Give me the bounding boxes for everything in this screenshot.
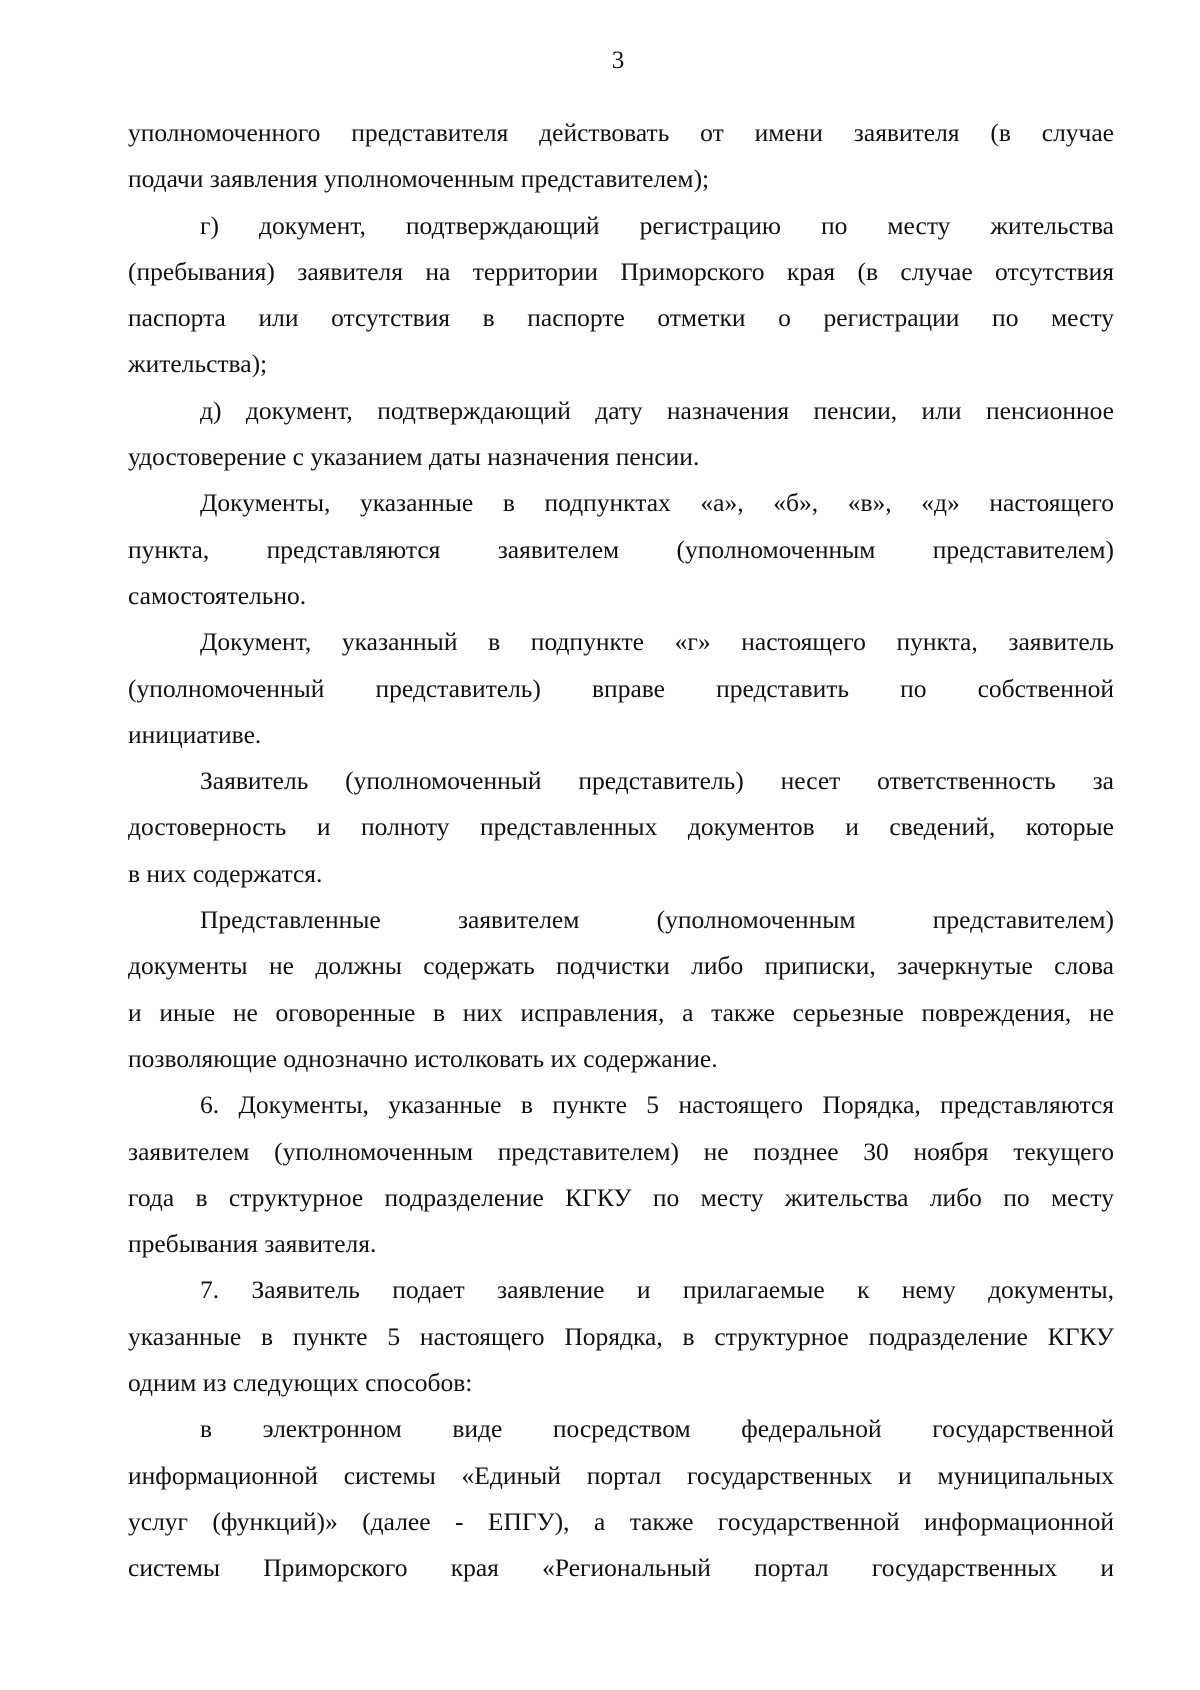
text-line: 7. Заявитель подает заявление и прилагаемые к нему документы, <box>200 1275 1114 1305</box>
text-line: жительства); <box>128 349 268 379</box>
document-body <box>128 110 1114 1592</box>
text-line: в них содержатся. <box>128 858 323 888</box>
text-line: системы Приморского края «Региональный портал государственных и <box>128 1553 1114 1583</box>
text-line: Заявитель (уполномоченный представитель) несет ответственность за <box>200 766 1114 796</box>
text-line: заявителем (уполномоченным представителем) не позднее 30 ноября текущего <box>128 1136 1114 1166</box>
text-line: одним из следующих способов: <box>128 1368 473 1398</box>
text-line: паспорта или отсутствия в паспорте отметки о регистрации по месту <box>128 303 1114 333</box>
paragraph <box>128 619 1114 758</box>
text-line: достоверность и полноту представленных документов и сведений, которые <box>128 812 1114 842</box>
text-line: информационной системы «Единый портал государственных и муниципальных <box>128 1460 1114 1490</box>
paragraph <box>128 897 1114 1082</box>
paragraph <box>128 1082 1114 1267</box>
text-line: д) документ, подтверждающий дату назначения пенсии, или пенсионное <box>200 395 1114 425</box>
text-line: инициативе. <box>128 719 262 749</box>
text-line: документы не должны содержать подчистки либо приписки, зачеркнутые слова <box>128 951 1114 981</box>
text-line: Документ, указанный в подпункте «г» настоящего пункта, заявитель <box>200 627 1114 657</box>
paragraph <box>128 1406 1114 1591</box>
text-line: Документы, указанные в подпунктах «а», «б», «в», «д» настоящего <box>200 488 1114 518</box>
text-line: и иные не оговоренные в них исправления, а также серьезные повреждения, не <box>128 997 1114 1027</box>
text-line: услуг (функций)» (далее - ЕПГУ), а также государственной информационной <box>128 1506 1114 1536</box>
paragraph <box>128 480 1114 619</box>
text-line: (пребывания) заявителя на территории Приморского края (в случае отсутствия <box>128 256 1114 286</box>
text-line: 6. Документы, указанные в пункте 5 настоящего Порядка, представляются <box>200 1090 1114 1120</box>
text-line: пункта, представляются заявителем (уполномоченным представителем) <box>128 534 1114 564</box>
text-line: года в структурное подразделение КГКУ по месту жительства либо по месту <box>128 1182 1114 1212</box>
paragraph <box>128 388 1114 481</box>
page-number: 3 <box>611 47 625 74</box>
text-line: Представленные заявителем (уполномоченным представителем) <box>200 905 1114 935</box>
paragraph <box>128 758 1114 897</box>
text-line: самостоятельно. <box>128 580 307 610</box>
paragraph <box>128 203 1114 388</box>
paragraph <box>128 1267 1114 1406</box>
text-line: уполномоченного представителя действовать от имени заявителя (в случае <box>128 118 1114 147</box>
text-line: позволяющие однозначно истолковать их содержание. <box>128 1043 718 1073</box>
text-line: в электронном виде посредством федеральной государственной <box>200 1414 1114 1444</box>
text-line: г) документ, подтверждающий регистрацию по месту жительства <box>200 210 1114 240</box>
paragraph <box>128 110 1114 203</box>
text-line: удостоверение с указанием даты назначения пенсии. <box>128 442 700 472</box>
text-line: (уполномоченный представитель) вправе представить по собственной <box>128 673 1114 703</box>
text-line: указанные в пункте 5 настоящего Порядка, в структурное подразделение КГКУ <box>128 1321 1114 1351</box>
text-line: пребывания заявителя. <box>128 1229 377 1259</box>
text-line: подачи заявления уполномоченным представителем); <box>128 164 710 194</box>
